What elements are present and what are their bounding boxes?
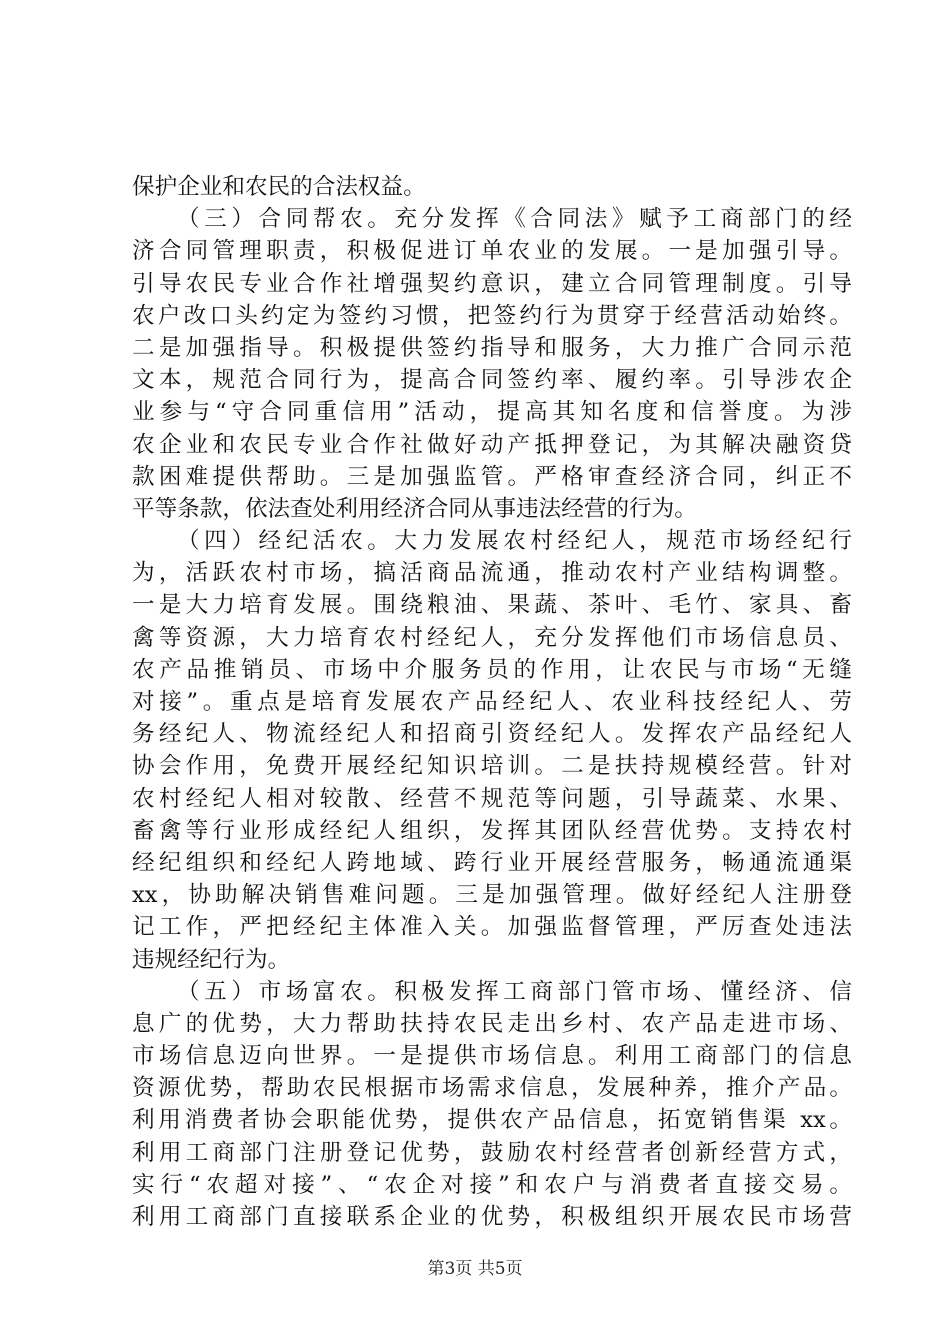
text-line: 实行“农超对接”、“农企对接”和农户与消费者直接交易。: [132, 1171, 852, 1198]
text-line: 资源优势，帮助农民根据市场需求信息，发展种养，推介产品。: [132, 1075, 852, 1102]
text-line: 农村经纪人相对较散、经营不规范等问题，引导蔬菜、水果、: [132, 785, 852, 812]
text-line: 一是大力培育发展。围绕粮油、果蔬、茶叶、毛竹、家具、畜: [132, 592, 852, 619]
text-line: 务经纪人、物流经纪人和招商引资经纪人。发挥农产品经纪人: [132, 721, 852, 748]
text-line: 引导农民专业合作社增强契约意识，建立合同管理制度。引导: [132, 270, 852, 297]
text-line: 协会作用，免费开展经纪知识培训。二是扶持规模经营。针对: [132, 753, 852, 780]
text-line: 文本，规范合同行为，提高合同签约率、履约率。引导涉农企: [132, 367, 852, 394]
page-number-footer: 第3页 共5页: [427, 1259, 523, 1279]
text-line: 利用工商部门直接联系企业的优势，积极组织开展农民市场营: [132, 1204, 852, 1230]
text-line: 市场信息迈向世界。一是提供市场信息。利用工商部门的信息: [132, 1043, 852, 1070]
text-line: 违规经纪行为。: [132, 946, 291, 973]
section-heading-line: （四）经纪活农。大力发展农村经纪人，规范市场经纪行: [177, 528, 852, 555]
text-line: 利用工商部门注册登记优势，鼓励农村经营者创新经营方式，: [132, 1139, 852, 1166]
text-line: 农产品推销员、市场中介服务员的作用，让农民与市场“无缝: [132, 656, 852, 683]
text-line: 款困难提供帮助。三是加强监管。严格审查经济合同，纠正不: [132, 463, 852, 490]
text-line: 业参与“守合同重信用”活动，提高其知名度和信誉度。为涉: [132, 399, 852, 426]
text-line: 畜禽等行业形成经纪人组织，发挥其团队经营优势。支持农村: [132, 817, 852, 844]
text-line: 息广的优势，大力帮助扶持农民走出乡村、农产品走进市场、: [132, 1010, 852, 1037]
text-line: 禽等资源，大力培育农村经纪人，充分发挥他们市场信息员、: [132, 624, 852, 651]
text-line: 农户改口头约定为签约习惯，把签约行为贯穿于经营活动始终。: [132, 302, 852, 329]
text-line: 利用消费者协会职能优势，提供农产品信息，拓宽销售渠 xx。: [132, 1107, 852, 1134]
text-line: 济合同管理职责，积极促进订单农业的发展。一是加强引导。: [132, 238, 852, 265]
text-line: 为，活跃农村市场，搞活商品流通，推动农村产业结构调整。: [132, 560, 852, 587]
text-line: 经纪组织和经纪人跨地域、跨行业开展经营服务，畅通流通渠: [132, 849, 852, 876]
section-heading-line: （五）市场富农。积极发挥工商部门管市场、懂经济、信: [177, 978, 852, 1005]
text-line: 记工作，严把经纪主体准入关。加强监督管理，严厉查处违法: [132, 914, 852, 941]
text-line: 平等条款，依法查处利用经济合同从事违法经营的行为。: [132, 495, 697, 522]
section-heading-line: （三）合同帮农。充分发挥《合同法》赋予工商部门的经: [177, 206, 852, 233]
text-line: 二是加强指导。积极提供签约指导和服务，大力推广合同示范: [132, 334, 852, 361]
text-line: 保护企业和农民的合法权益。: [132, 174, 426, 200]
text-line: xx，协助解决销售难问题。三是加强管理。做好经纪人注册登: [132, 882, 852, 909]
body-text: [132, 171, 852, 1233]
text-line: 对接”。重点是培育发展农产品经纪人、农业科技经纪人、劳: [132, 689, 852, 715]
text-line: 农企业和农民专业合作社做好动产抵押登记，为其解决融资贷: [132, 431, 852, 458]
